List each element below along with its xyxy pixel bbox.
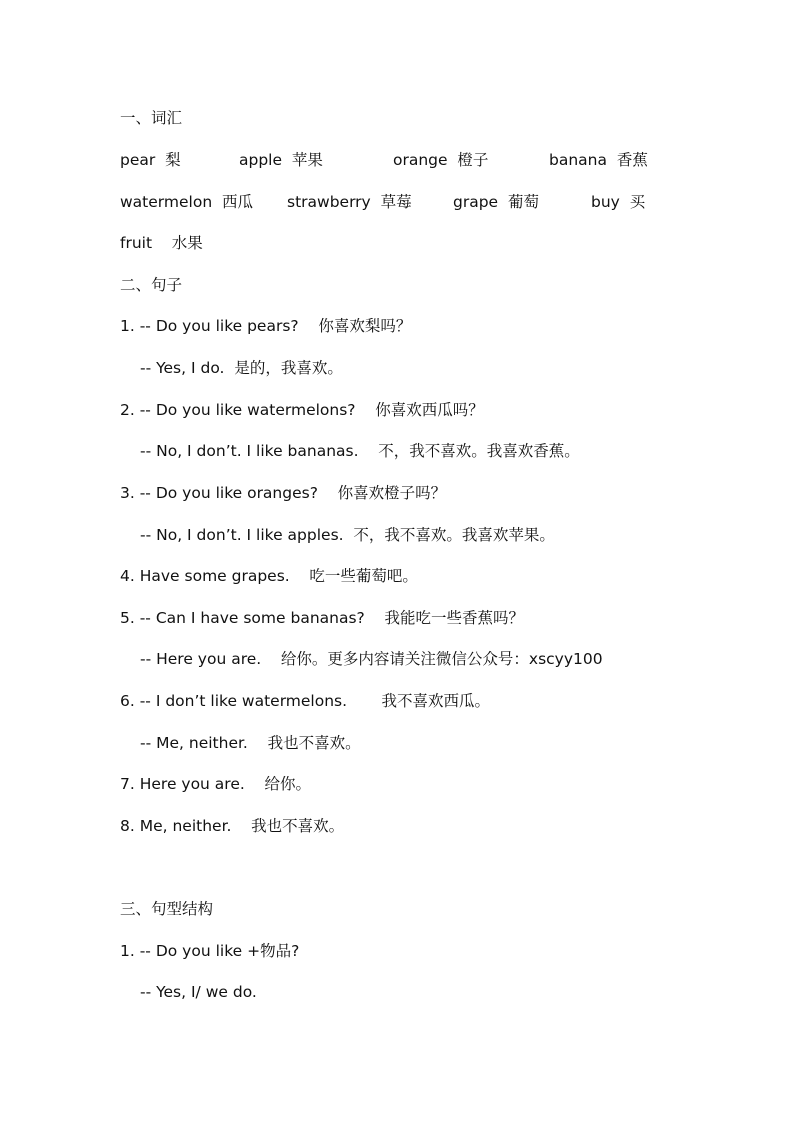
vocab-item-strawberry: strawberry 草莓 [287,193,412,211]
vocab-row-3 [120,233,320,253]
vocab-item-fruit: fruit 水果 [120,234,203,252]
sentence-line: 2. -- Do you like watermelons? 你喜欢西瓜吗？ [120,401,484,419]
sentence-line: -- No, I don’t. I like apples. 不，我不喜欢。我喜欢苹果。 [140,526,555,544]
sentence-line: 1. -- Do you like pears? 你喜欢梨吗？ [120,317,412,335]
sentence-line: 8. Me, neither. 我也不喜欢。 [120,817,345,835]
sentence-line: -- Yes, I do. 是的，我喜欢。 [140,359,343,377]
vocab-item-watermelon: watermelon 西瓜 [120,193,253,211]
sentence-line: 5. -- Can I have some bananas? 我能吃一些香蕉吗？ [120,609,524,627]
vocab-item-banana: banana 香蕉 [549,151,648,169]
vocab-item-pear: pear 梨 [120,151,181,169]
sentence-line: -- No, I don’t. I like bananas. 不，我不喜欢。我喜欢香蕉。 [140,442,580,460]
vocab-row-1 [120,150,680,170]
sentence-line: -- Here you are. 给你。更多内容请关注微信公众号：xscyy100 [140,650,603,668]
structures-heading: 三、句型结构 [120,900,214,918]
vocab-item-orange: orange 橙子 [393,151,489,169]
vocab-heading: 一、词汇 [120,109,183,127]
sentence-line: 4. Have some grapes. 吃一些葡萄吧。 [120,567,418,585]
vocab-item-grape: grape 葡萄 [453,193,539,211]
sentence-line: 7. Here you are. 给你。 [120,775,312,793]
vocab-item-apple: apple 苹果 [239,151,323,169]
vocab-item-buy: buy 买 [591,193,646,211]
structure-line: -- Yes, I/ we do. [140,983,257,1001]
sentence-line: -- Me, neither. 我也不喜欢。 [140,734,361,752]
sentences-heading: 二、句子 [120,276,183,294]
vocab-row-2 [120,192,680,212]
structure-line: 1. -- Do you like +物品? [120,942,300,960]
sentence-line: 3. -- Do you like oranges? 你喜欢橙子吗？ [120,484,447,502]
sentence-line: 6. -- I don’t like watermelons. 我不喜欢西瓜。 [120,692,491,710]
